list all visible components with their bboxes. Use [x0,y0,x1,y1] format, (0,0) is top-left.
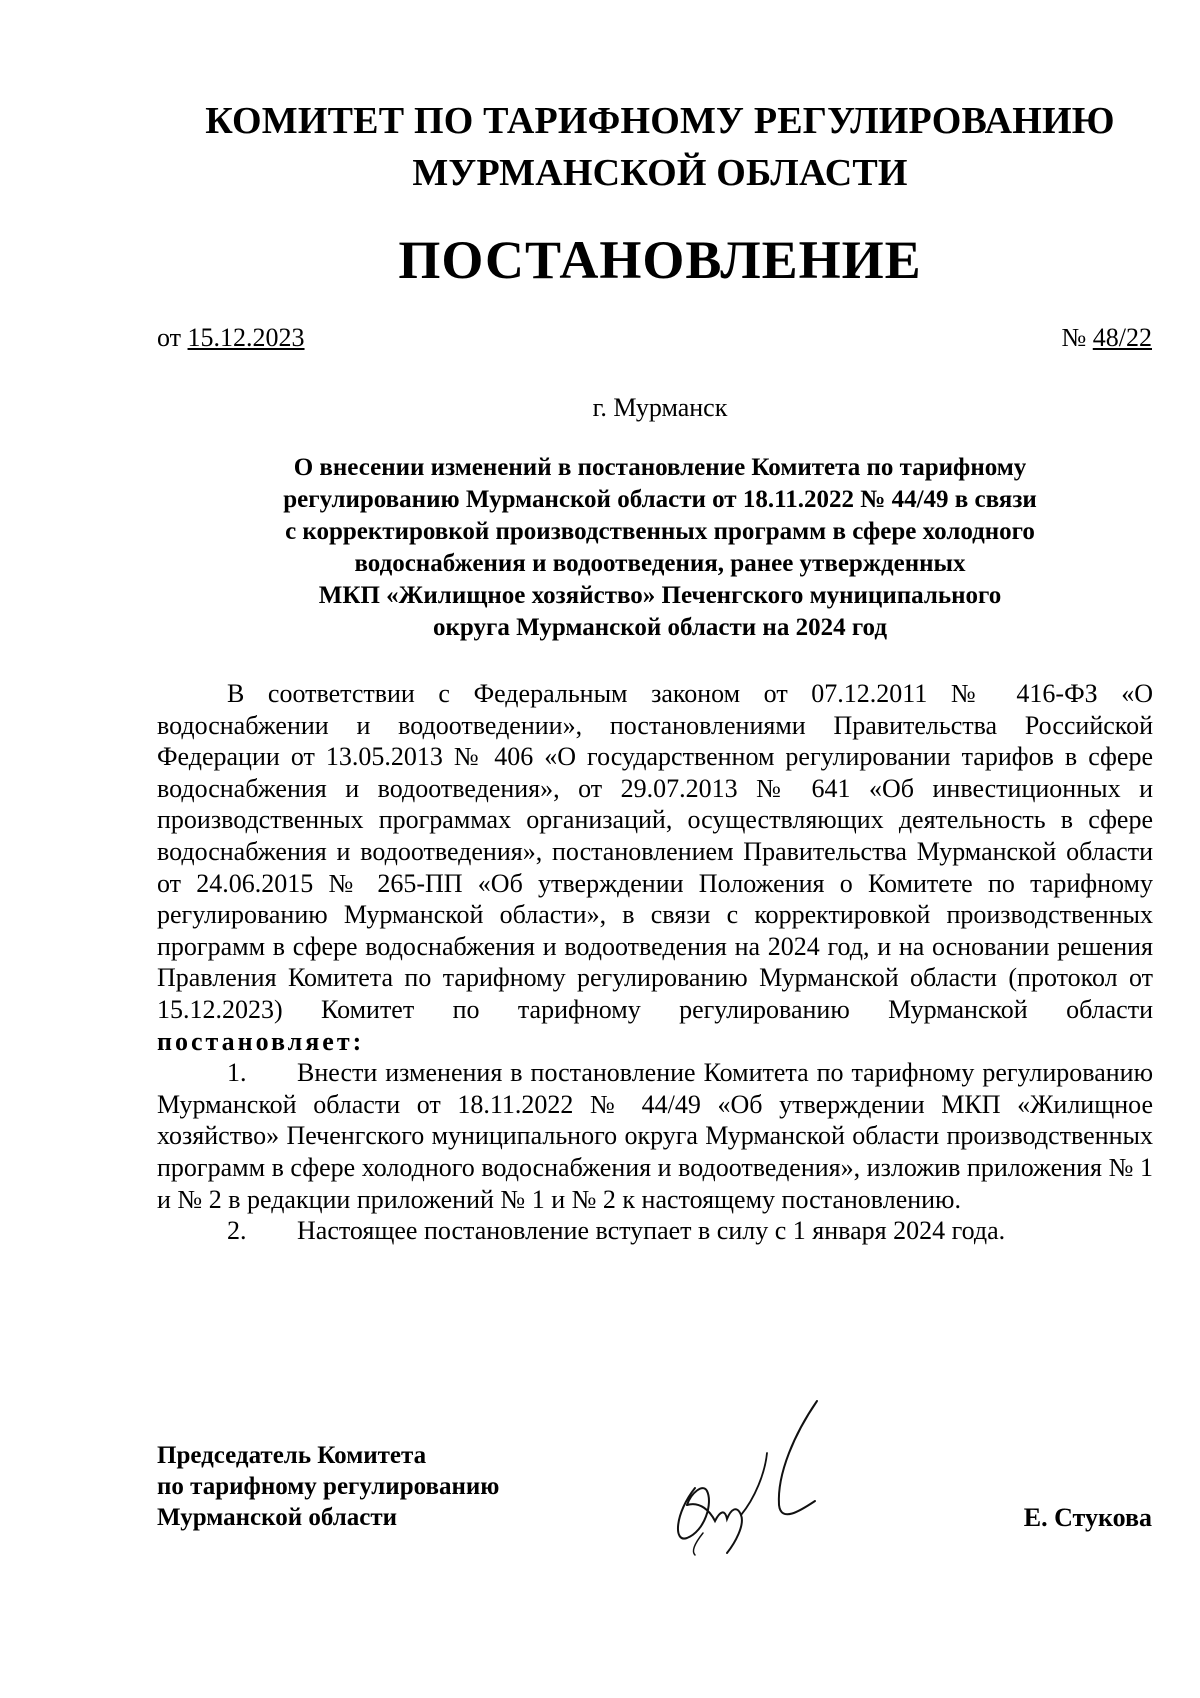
organization-name-line1: КОМИТЕТ ПО ТАРИФНОМУ РЕГУЛИРОВАНИЮ [205,100,1115,142]
signer-title-line2: по тарифному регулированию [157,1473,500,1500]
city: г. Мурманск [592,393,728,422]
preamble-paragraph [157,678,1153,1057]
subject-line: МКП «Жилищное хозяйство» Печенгского муниципального [318,582,1002,609]
handwritten-signature-icon [665,1393,865,1558]
document-type-title: ПОСТАНОВЛЕНИЕ [398,230,922,290]
date-value: 15.12.2023 [187,323,305,352]
subject-line: округа Мурманской области на 2024 год [433,614,887,641]
list-item [157,1215,1153,1247]
date-prefix: от [157,323,182,352]
item-number: 2. [227,1216,247,1246]
subject-line: водоснабжения и водоотведения, ранее утвержденных [354,550,966,577]
document-subject [210,452,1110,644]
signer-title-line1: Председатель Комитета [157,1442,427,1469]
document-body [157,678,1153,1247]
signer-title [157,1440,499,1533]
item-text: Внести изменения в постановление Комитета по тарифному регулированию Мурманской области от 18.11.2022 № 44/49 «Об утверждении МКП «Жилищное хозяйство» Печенгского муниципального округа Мурманской области производственных программ в сфере холодного водоснабжения и водоотведения», изложив приложения № 1 и № 2 в редакции приложений № 1 и № 2 к настоящему постановлению. [157,1058,1153,1214]
number-value: 48/22 [1092,323,1152,352]
subject-line: О внесении изменений в постановление Комитета по тарифному [293,454,1027,481]
list-item [157,1057,1153,1215]
signer-title-line3: Мурманской области [157,1504,398,1531]
decree-word: постановляет: [157,1026,365,1056]
document-date [157,322,305,354]
number-prefix: № [1061,323,1087,352]
item-text: Настоящее постановление вступает в силу с 1 января 2024 года. [297,1216,1006,1246]
signer-name: Е. Стукова [1023,1503,1152,1532]
preamble-text: В соответствии с Федеральным законом от 07.12.2011 № 416-ФЗ «О водоснабжении и водоотведении», постановлениями Правительства Российской Федерации от 13.05.2013 № 406 «О государственном регулировании тарифов в сфере водоснабжения и водоотведения», от 29.07.2013 № 641 «Об инвестиционных и производственных программах организаций, осуществляющих деятельность в сфере водоснабжения и водоотведения», постановлением Правительства Мурманской области от 24.06.2015 № 265-ПП «Об утверждении Положения о Комитете по тарифному регулированию Мурманской области», в связи с корректировкой производственных программ в сфере водоснабжения и водоотведения на 2024 год, и на основании решения Правления Комитета по тарифному регулированию Мурманской области (протокол от 15.12.2023) Комитет по тарифному регулированию Мурманской области [157,679,1153,1024]
document-number [1061,322,1152,354]
organization-name [140,95,1180,199]
organization-name-line2: МУРМАНСКОЙ ОБЛАСТИ [412,152,908,194]
item-number: 1. [227,1058,247,1088]
subject-line: с корректировкой производственных программ в сфере холодного [285,518,1035,545]
subject-line: регулированию Мурманской области от 18.11.2022 № 44/49 в связи [283,486,1037,513]
